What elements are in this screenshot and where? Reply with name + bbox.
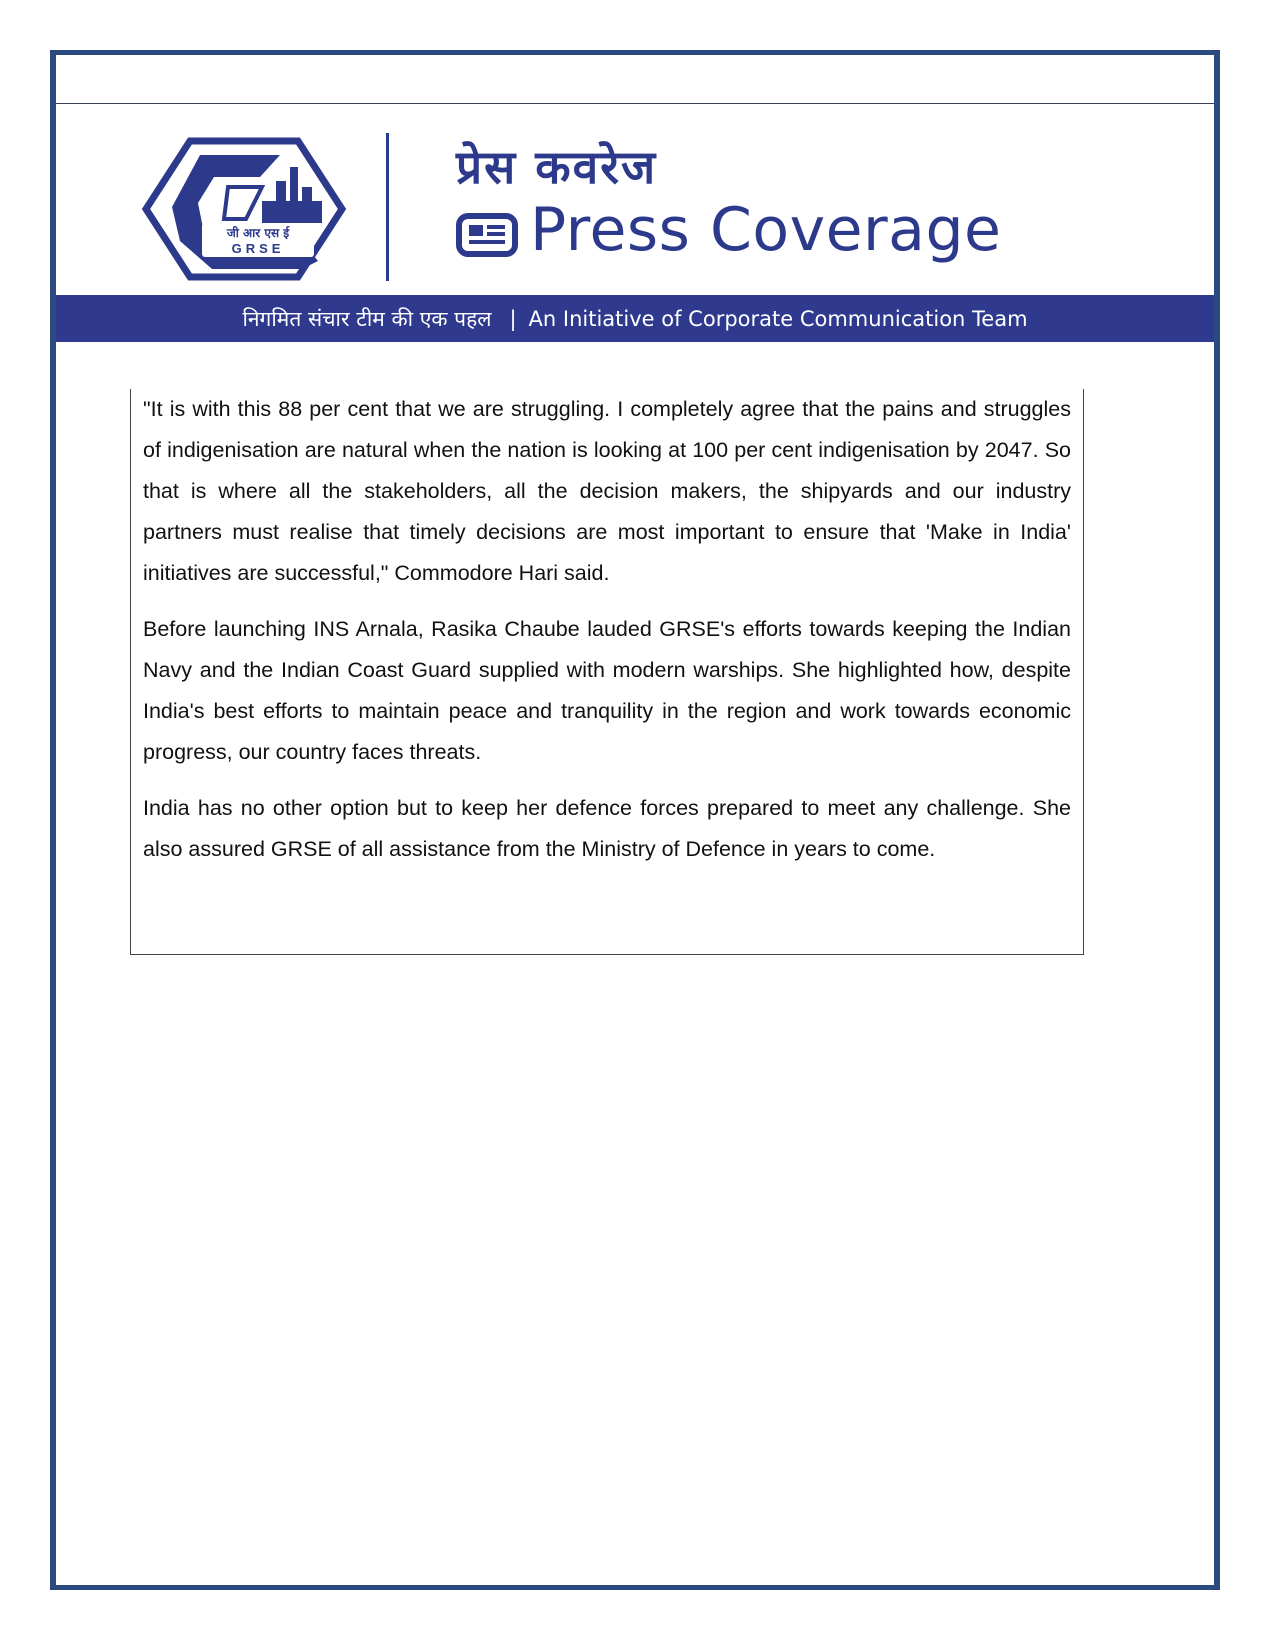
english-title: Press Coverage <box>530 195 1002 265</box>
article-paragraph: Before launching INS Arnala, Rasika Chaube lauded GRSE's efforts towards keeping the Indian Navy and the Indian Coast Guard supplied with modern warships. She highlighted how, despite India's best efforts to maintain peace and tranquility in the region and work towards economic progress, our country faces threats. <box>143 617 1071 764</box>
banner-separator: | <box>509 306 517 331</box>
banner <box>56 295 1214 342</box>
logo-text: GRSE <box>231 241 285 256</box>
newspaper-icon <box>456 213 518 257</box>
article-paragraph: "It is with this 88 per cent that we are struggling. I completely agree that the pains and struggles of indigenisation are natural when the nation is looking at 100 per cent indigenisation by 2047. So that is where all the stakeholders, all the decision makers, the shipyards and our industry partners must realise that timely decisions are most important to ensure that 'Make in India' initiatives are successful," Commodore Hari said. <box>143 397 1071 585</box>
article-paragraph: India has no other option but to keep her defence forces prepared to meet any challenge. She also assured GRSE of all assistance from the Ministry of Defence in years to come. <box>143 796 1071 861</box>
article-box <box>130 389 1084 955</box>
header-divider <box>386 133 389 281</box>
grse-logo <box>142 137 346 281</box>
logo-hindi-text: जी आर एस ई <box>226 226 290 240</box>
hindi-title: प्रेस कवरेज <box>456 140 658 194</box>
top-rule <box>56 103 1214 104</box>
page-frame <box>50 50 1220 1590</box>
banner-hindi-text: निगमित संचार टीम की एक पहल <box>242 306 492 331</box>
banner-english-text: An Initiative of Corporate Communication Team <box>528 306 1028 331</box>
